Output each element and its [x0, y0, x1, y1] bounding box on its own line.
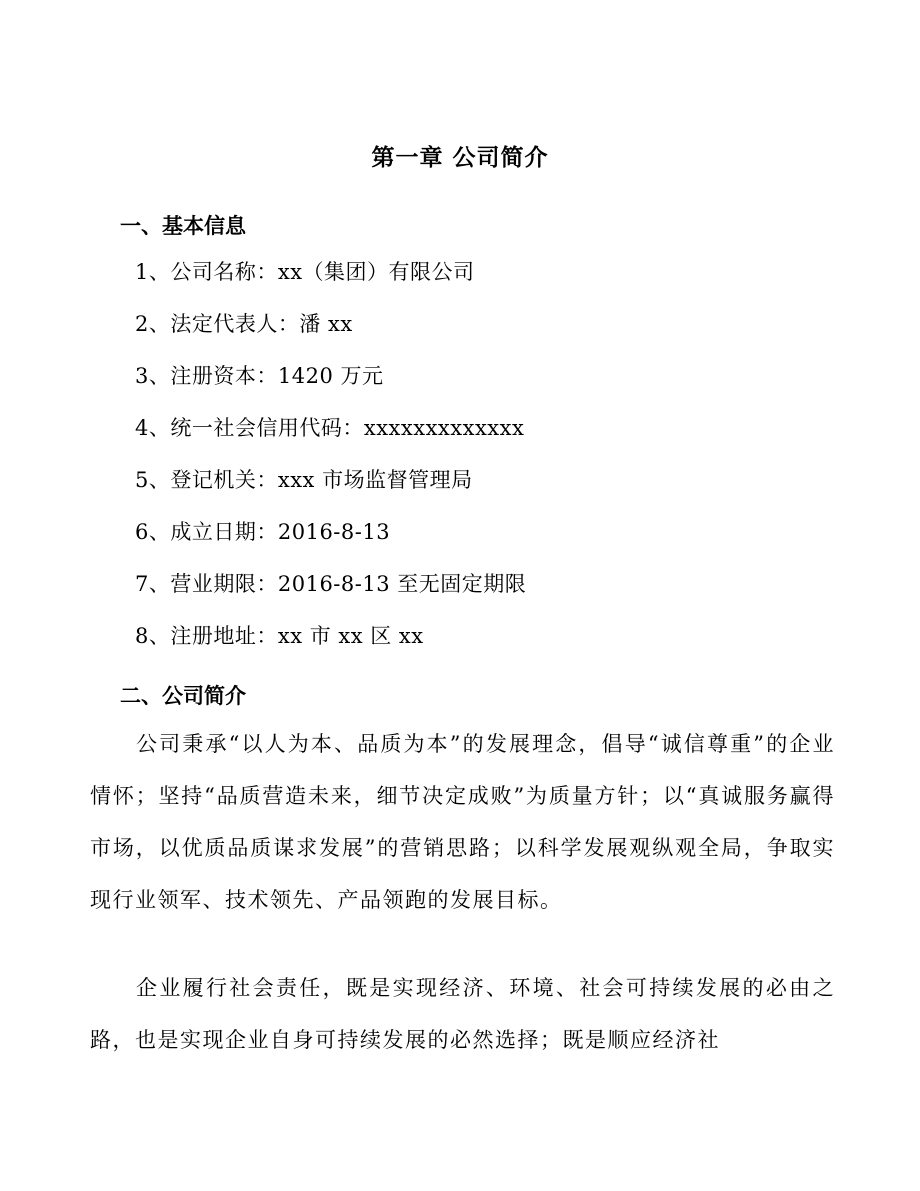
info-item-established-date: 6、成立日期：2016-8-13: [135, 520, 391, 544]
info-item-legal-representative: 2、法定代表人：潘 xx: [135, 312, 353, 336]
profile-paragraph-1: 公司秉承“以人为本、品质为本”的发展理念，倡导“诚信尊重”的企业情怀；坚持“品质营造未来，细节决定成败”为质量方针；以“真诚服务赢得市场，以优质品质谋求发展”的营销思路；以科学发展观纵观全局，争取实现行业领军、技术领先、产品领跑的发展目标。: [90, 732, 835, 912]
profile-paragraph-2: 企业履行社会责任，既是实现经济、环境、社会可持续发展的必由之路，也是实现企业自身可持续发展的必然选择；既是顺应经济社: [90, 976, 835, 1052]
chapter-title: 第一章 公司简介: [371, 144, 549, 171]
info-item-registration-authority: 5、登记机关：xxx 市场监督管理局: [135, 468, 473, 492]
section-heading-basic-info: 一、基本信息: [120, 213, 246, 238]
info-item-business-term: 7、营业期限：2016-8-13 至无固定期限: [135, 572, 527, 596]
info-item-credit-code: 4、统一社会信用代码：xxxxxxxxxxxxx: [135, 416, 525, 440]
basic-info-list: [135, 255, 526, 671]
info-item-company-name: 1、公司名称：xx（集团）有限公司: [135, 260, 475, 284]
info-item-registered-address: 8、注册地址：xx 市 xx 区 xx: [135, 624, 424, 648]
section-heading-company-profile: 二、公司简介: [120, 683, 246, 708]
info-item-registered-capital: 3、注册资本：1420 万元: [135, 364, 384, 388]
